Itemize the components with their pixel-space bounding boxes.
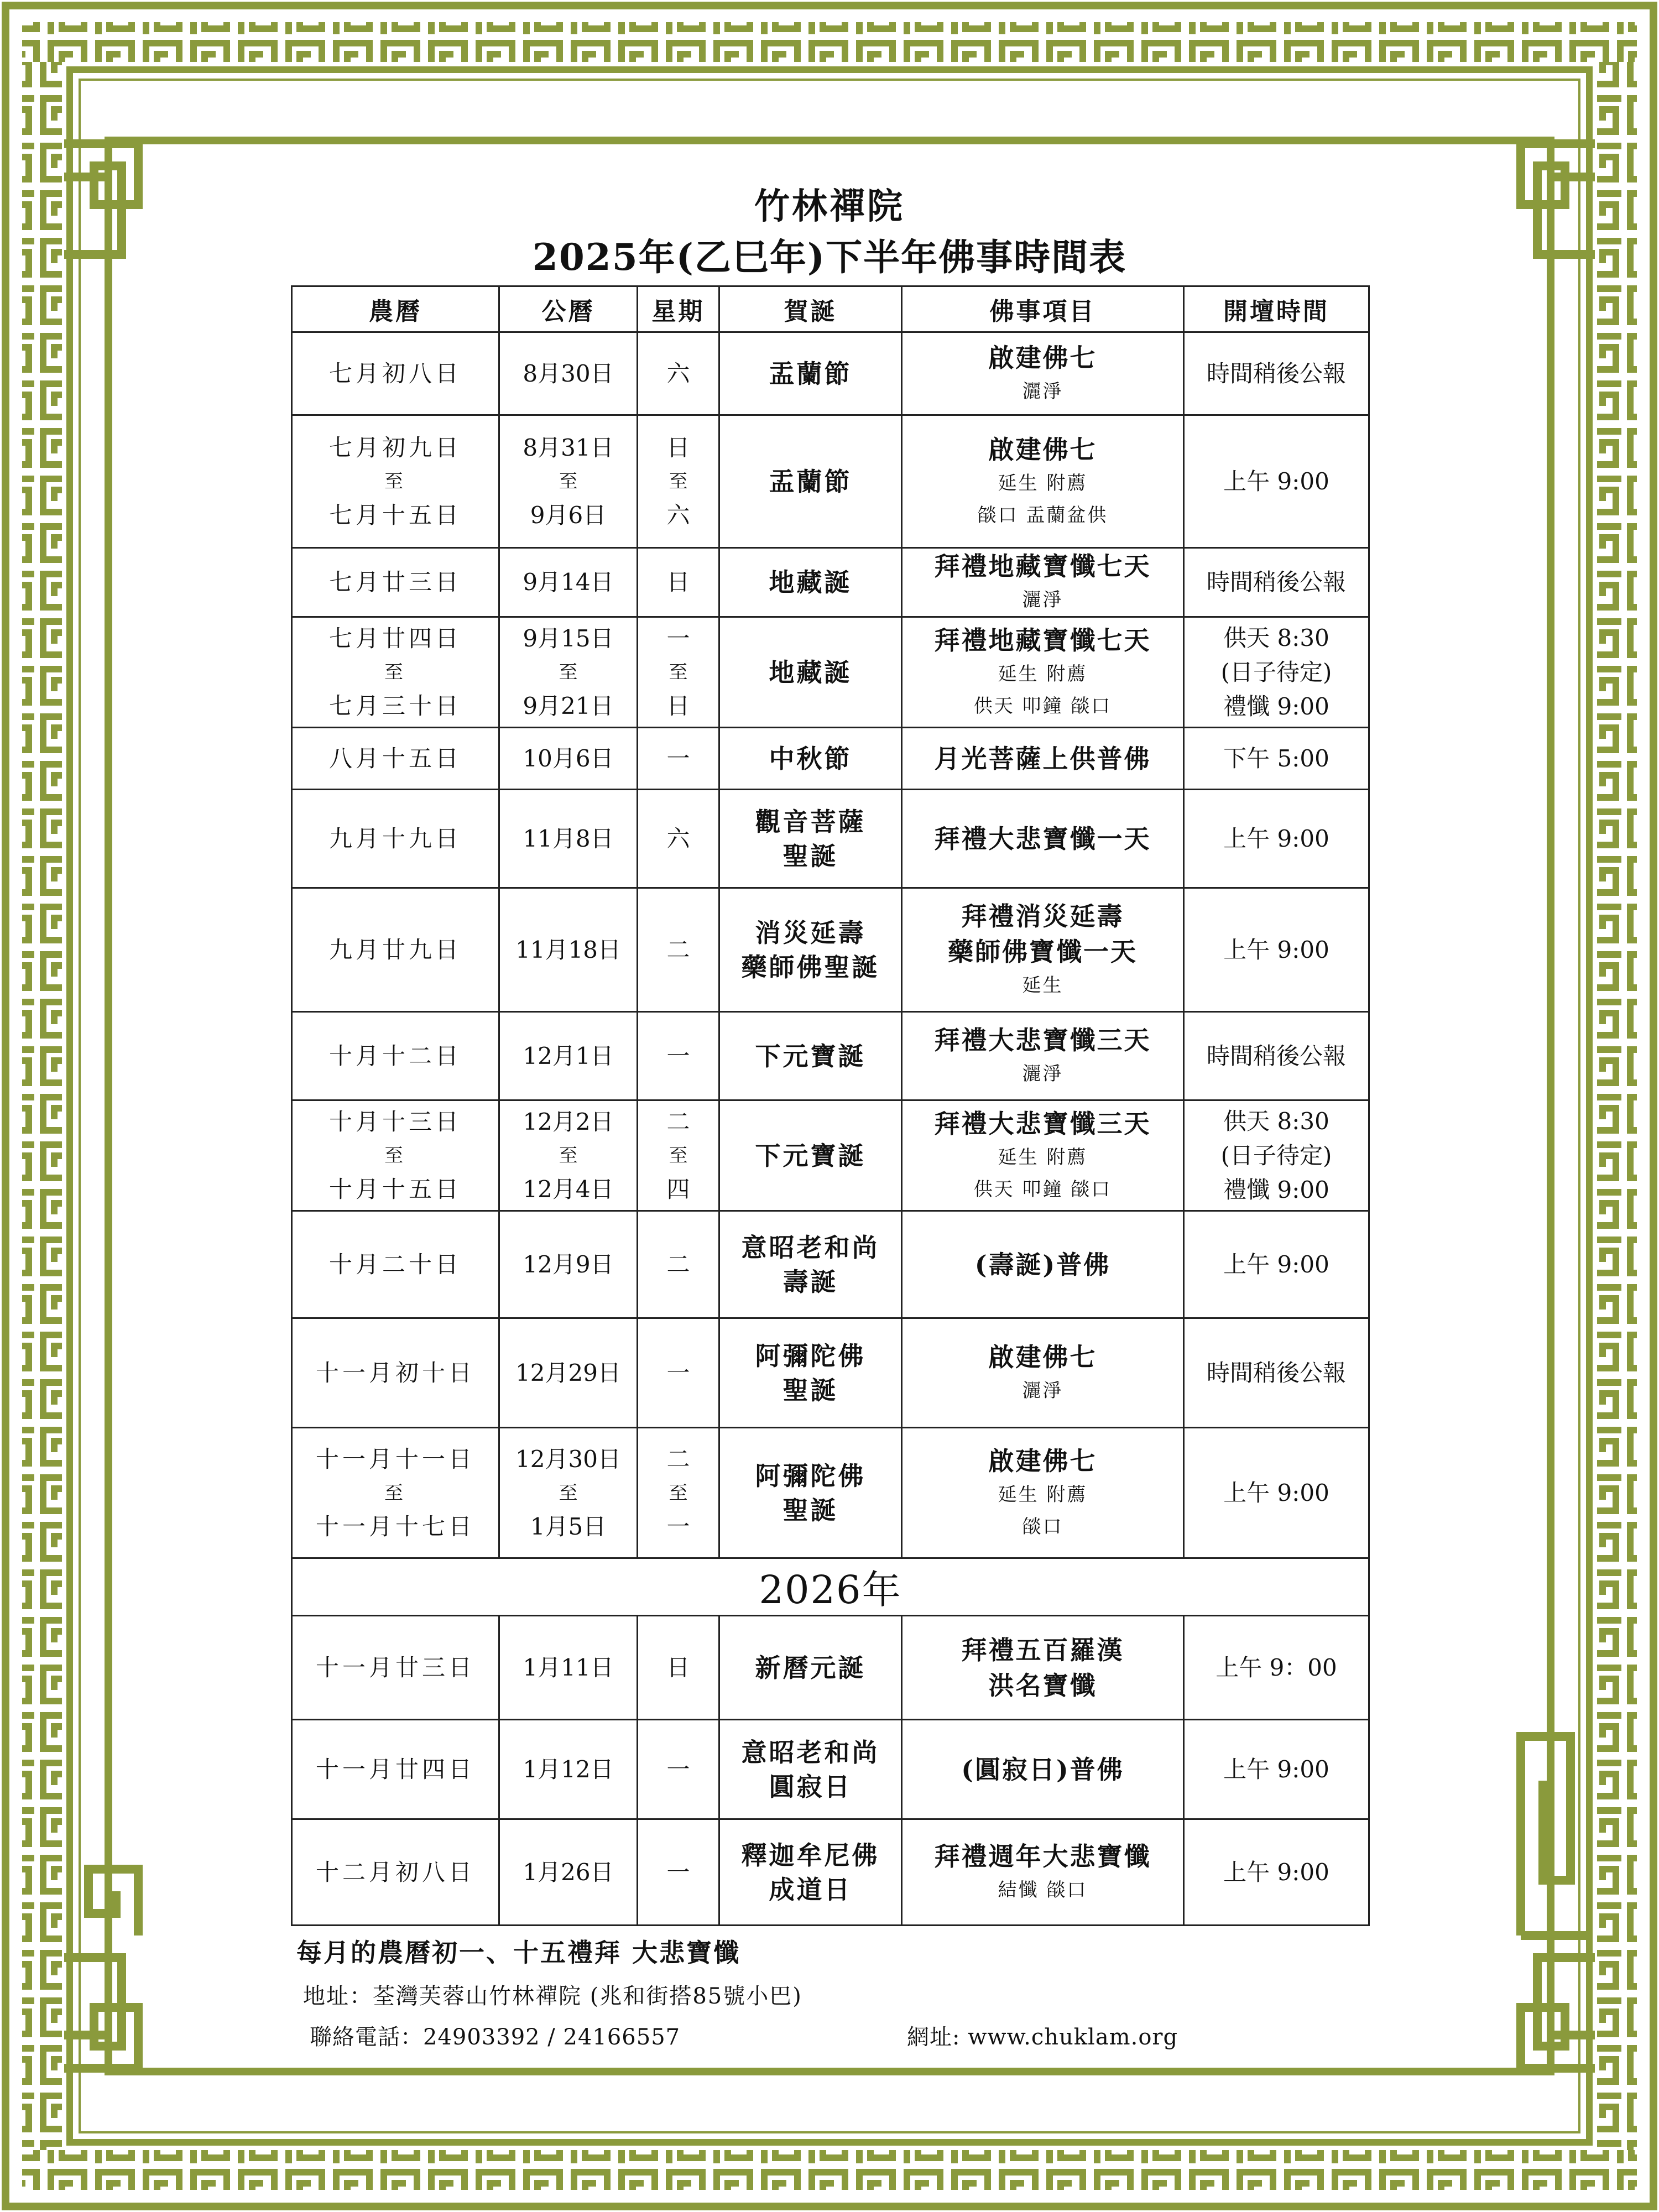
festival-cell	[719, 790, 902, 888]
table-row	[292, 1428, 1369, 1558]
event-cell	[902, 548, 1184, 617]
table-row	[292, 548, 1369, 617]
solar-date-cell	[499, 1720, 638, 1819]
cell-line: 日	[666, 434, 690, 461]
col-header-event: 佛事項目	[902, 286, 1184, 332]
weekday-cell	[638, 1819, 719, 1926]
lunar-date-cell	[292, 415, 499, 548]
cell-line: 七月廿三日	[328, 568, 462, 596]
event-cell	[902, 1211, 1184, 1318]
cell-line: 十一月廿三日	[315, 1653, 475, 1681]
festival-cell	[719, 1012, 902, 1100]
weekday-cell	[638, 1012, 719, 1100]
cell-line: 七月十五日	[328, 501, 462, 529]
cell-line: 二	[666, 936, 690, 963]
event-main-line: (壽誕)普佛	[974, 1249, 1111, 1280]
weekday-cell	[638, 332, 719, 415]
start-time-cell	[1184, 415, 1369, 548]
weekday-cell	[638, 888, 719, 1012]
cell-line: 禮懺 9:00	[1223, 692, 1329, 720]
event-sub-line: 結懺 燄口	[998, 1879, 1088, 1901]
cell-line: 日	[666, 1653, 690, 1681]
event-main-line: 啟建佛七	[988, 1342, 1097, 1372]
cell-line: 至	[384, 1144, 406, 1167]
weekday-cell	[638, 728, 719, 790]
cell-line: 1月11日	[523, 1653, 614, 1681]
cell-line: 聖誕	[782, 1375, 838, 1405]
weekday-cell	[638, 548, 719, 617]
solar-date-cell	[499, 790, 638, 888]
event-main-line: 啟建佛七	[988, 1446, 1097, 1476]
col-header-time: 開壇時間	[1184, 286, 1369, 332]
festival-cell	[719, 1428, 902, 1558]
cell-line: 上午 9:00	[1223, 825, 1329, 852]
start-time-cell	[1184, 1318, 1369, 1428]
event-cell	[902, 1428, 1184, 1558]
start-time-cell	[1184, 1428, 1369, 1558]
cell-line: 上午 9:00	[1223, 1250, 1329, 1278]
event-sub-line: 燄口 盂蘭盆供	[977, 504, 1108, 526]
lunar-date-cell	[292, 1100, 499, 1211]
event-cell	[902, 617, 1184, 728]
solar-date-cell	[499, 1428, 638, 1558]
cell-line: 12月30日	[515, 1445, 621, 1473]
cell-line: 十月十二日	[328, 1042, 462, 1070]
col-header-solar: 公曆	[499, 286, 638, 332]
lunar-date-cell	[292, 332, 499, 415]
weekday-cell	[638, 1428, 719, 1558]
lunar-date-cell	[292, 1720, 499, 1819]
cell-line: 下元寶誕	[755, 1140, 866, 1171]
monthly-note: 每月的農曆初一、十五禮拜 大悲寶懺	[296, 1938, 741, 1968]
lunar-date-cell	[292, 1318, 499, 1428]
cell-line: 時間稍後公報	[1206, 1359, 1346, 1386]
cell-line: 禮懺 9:00	[1223, 1176, 1329, 1203]
event-cell	[902, 1318, 1184, 1428]
weekday-cell	[638, 1211, 719, 1318]
cell-line: 時間稍後公報	[1206, 359, 1346, 387]
weekday-cell	[638, 1616, 719, 1720]
cell-line: 七月初八日	[328, 359, 462, 387]
website-link[interactable]: 網址: www.chuklam.org	[907, 2025, 1178, 2050]
cell-line: 十一月十七日	[315, 1512, 475, 1540]
festival-cell	[719, 415, 902, 548]
table-row	[292, 1100, 1369, 1211]
event-main-line: 啟建佛七	[988, 342, 1097, 373]
event-sub-line: 灑淨	[1022, 1379, 1063, 1402]
event-sub-line: 延生 附薦	[998, 1146, 1088, 1168]
cell-line: 12月4日	[523, 1175, 614, 1203]
cell-line: 日	[666, 568, 690, 596]
event-cell	[902, 1616, 1184, 1720]
solar-date-cell	[499, 1012, 638, 1100]
festival-cell	[719, 1616, 902, 1720]
event-main-line: 拜禮大悲寶懺三天	[934, 1108, 1151, 1139]
cell-line: 九月十九日	[328, 825, 462, 852]
cell-line: 中秋節	[769, 743, 852, 774]
cell-line: 壽誕	[782, 1266, 838, 1297]
cell-line: 至	[669, 1144, 688, 1167]
cell-line: 至	[384, 661, 406, 684]
festival-cell	[719, 1318, 902, 1428]
cell-line: 1月12日	[523, 1755, 614, 1783]
cell-line: 十月十五日	[328, 1175, 462, 1203]
cell-line: 1月5日	[530, 1512, 607, 1540]
start-time-cell	[1184, 728, 1369, 790]
cell-line: 至	[559, 1144, 578, 1167]
cell-line: 上午 9:00	[1223, 1858, 1329, 1886]
table-row	[292, 1318, 1369, 1428]
event-main-line: 拜禮週年大悲寶懺	[934, 1841, 1151, 1871]
weekday-cell	[638, 1100, 719, 1211]
cell-line: 至	[384, 470, 406, 493]
cell-line: 意昭老和尚	[741, 1737, 880, 1767]
cell-line: 上午 9:00	[1223, 467, 1329, 495]
table-row	[292, 728, 1369, 790]
event-main-line: 拜禮大悲寶懺三天	[934, 1025, 1151, 1055]
cell-line: 四	[666, 1175, 690, 1203]
event-cell	[902, 790, 1184, 888]
cell-line: 9月14日	[523, 568, 614, 596]
cell-line: 地藏誕	[769, 567, 852, 597]
event-main-line: 拜禮消災延壽	[961, 901, 1124, 931]
lunar-date-cell	[292, 1012, 499, 1100]
weekday-cell	[638, 415, 719, 548]
cell-line: 阿彌陀佛	[755, 1340, 866, 1371]
table-row	[292, 888, 1369, 1012]
start-time-cell	[1184, 888, 1369, 1012]
event-cell	[902, 1100, 1184, 1211]
start-time-cell	[1184, 790, 1369, 888]
festival-cell	[719, 332, 902, 415]
cell-line: 至	[669, 1481, 688, 1504]
festival-cell	[719, 617, 902, 728]
cell-line: 至	[669, 470, 688, 493]
cell-line: 觀音菩薩	[755, 806, 866, 837]
year-divider: 2026年	[292, 1558, 1369, 1616]
cell-line: 11月8日	[523, 825, 614, 852]
cell-line: 釋迦牟尼佛	[741, 1840, 880, 1870]
event-cell	[902, 1012, 1184, 1100]
festival-cell	[719, 1720, 902, 1819]
event-cell	[902, 332, 1184, 415]
cell-line: 至	[559, 661, 578, 684]
cell-line: 8月31日	[523, 434, 614, 461]
year-divider-row	[292, 1558, 1369, 1616]
event-main-line: (圓寂日)普佛	[961, 1754, 1124, 1785]
event-sub-line: 灑淨	[1022, 1062, 1063, 1085]
start-time-cell	[1184, 1211, 1369, 1318]
cell-line: 一	[666, 1359, 690, 1386]
cell-line: 11月18日	[515, 936, 621, 963]
event-cell	[902, 888, 1184, 1012]
table-row	[292, 415, 1369, 548]
monastery-name: 竹林禪院	[754, 186, 905, 227]
cell-line: 一	[666, 1042, 690, 1070]
start-time-cell	[1184, 1100, 1369, 1211]
lunar-date-cell	[292, 548, 499, 617]
cell-line: 下午 5:00	[1223, 744, 1329, 772]
table-row	[292, 1616, 1369, 1720]
event-cell	[902, 728, 1184, 790]
cell-line: 上午 9：00	[1215, 1653, 1337, 1681]
cell-line: 一	[666, 1858, 690, 1886]
cell-line: 盂蘭節	[769, 466, 852, 497]
start-time-cell	[1184, 1819, 1369, 1926]
cell-line: 二	[666, 1250, 690, 1278]
weekday-cell	[638, 790, 719, 888]
event-sub-line: 延生 附薦	[998, 662, 1088, 685]
weekday-cell	[638, 1720, 719, 1819]
festival-cell	[719, 888, 902, 1012]
cell-line: 9月6日	[530, 501, 607, 529]
cell-line: 意昭老和尚	[741, 1232, 880, 1262]
phone: 聯絡電話：24903392 / 24166557	[310, 2025, 681, 2050]
cell-line: 六	[666, 359, 690, 387]
cell-line: 十一月十一日	[315, 1445, 475, 1473]
cell-line: 圓寂日	[769, 1771, 852, 1802]
event-sub-line: 灑淨	[1022, 380, 1063, 403]
cell-line: 六	[666, 501, 690, 529]
table-row	[292, 790, 1369, 888]
solar-date-cell	[499, 1616, 638, 1720]
table-row	[292, 1012, 1369, 1100]
cell-line: 一	[666, 744, 690, 772]
solar-date-cell	[499, 1100, 638, 1211]
cell-line: 二	[666, 1445, 690, 1473]
table-row	[292, 1211, 1369, 1318]
col-header-weekday: 星期	[638, 286, 719, 332]
start-time-cell	[1184, 332, 1369, 415]
cell-line: 十二月初八日	[315, 1858, 475, 1886]
cell-line: 時間稍後公報	[1206, 568, 1346, 596]
cell-line: 9月21日	[523, 692, 614, 719]
solar-date-cell	[499, 1211, 638, 1318]
cell-line: 一	[666, 1755, 690, 1783]
table-header-row	[292, 286, 1369, 332]
event-main-line: 月光菩薩上供普佛	[934, 743, 1151, 774]
cell-line: 供天 8:30	[1223, 624, 1329, 651]
address: 地址：荃灣芙蓉山竹林禪院 (兆和街搭85號小巴)	[303, 1984, 802, 2009]
lunar-date-cell	[292, 617, 499, 728]
event-sub-line: 供天 叩鐘 燄口	[973, 695, 1112, 717]
event-cell	[902, 1720, 1184, 1819]
festival-cell	[719, 1819, 902, 1926]
solar-date-cell	[499, 728, 638, 790]
table-row	[292, 332, 1369, 415]
cell-line: 七月廿四日	[328, 624, 462, 652]
col-header-lunar: 農曆	[292, 286, 499, 332]
event-cell	[902, 415, 1184, 548]
cell-line: 下元寶誕	[755, 1041, 866, 1071]
lunar-date-cell	[292, 888, 499, 1012]
cell-line: 成道日	[769, 1874, 852, 1905]
lunar-date-cell	[292, 1428, 499, 1558]
cell-line: 至	[559, 470, 578, 493]
table-row	[292, 1819, 1369, 1926]
cell-line: 1月26日	[523, 1858, 614, 1886]
lunar-date-cell	[292, 790, 499, 888]
event-main-line: 拜禮地藏寶懺七天	[934, 625, 1151, 655]
lunar-date-cell	[292, 1819, 499, 1926]
start-time-cell	[1184, 548, 1369, 617]
event-sub-line: 延生	[1022, 974, 1063, 997]
start-time-cell	[1184, 1012, 1369, 1100]
cell-line: 十一月廿四日	[315, 1755, 475, 1783]
cell-line: 地藏誕	[769, 657, 852, 687]
cell-line: 上午 9:00	[1223, 936, 1329, 963]
event-main-line: 拜禮五百羅漢	[961, 1635, 1124, 1665]
event-main-line: 洪名寶懺	[988, 1670, 1097, 1700]
cell-line: 12月29日	[515, 1359, 621, 1386]
start-time-cell	[1184, 1616, 1369, 1720]
cell-line: 十月二十日	[328, 1250, 462, 1278]
solar-date-cell	[499, 617, 638, 728]
cell-line: 12月9日	[523, 1250, 614, 1278]
solar-date-cell	[499, 415, 638, 548]
cell-line: 聖誕	[782, 841, 838, 871]
event-main-line: 啟建佛七	[988, 434, 1097, 465]
event-sub-line: 燄口	[1022, 1515, 1063, 1538]
event-cell	[902, 1819, 1184, 1926]
cell-line: 十月十三日	[328, 1108, 462, 1135]
cell-line: 阿彌陀佛	[755, 1460, 866, 1491]
solar-date-cell	[499, 332, 638, 415]
cell-line: 10月6日	[523, 744, 614, 772]
festival-cell	[719, 548, 902, 617]
lunar-date-cell	[292, 728, 499, 790]
cell-line: (日子待定)	[1220, 1141, 1332, 1169]
festival-cell	[719, 1100, 902, 1211]
cell-line: 八月十五日	[328, 744, 462, 772]
cell-line: 至	[384, 1481, 406, 1504]
cell-line: (日子待定)	[1220, 658, 1332, 686]
event-main-line: 拜禮地藏寶懺七天	[934, 551, 1151, 581]
schedule-table	[291, 285, 1370, 1926]
start-time-cell	[1184, 1720, 1369, 1819]
cell-line: 9月15日	[523, 624, 614, 652]
cell-line: 一	[666, 1512, 690, 1540]
solar-date-cell	[499, 548, 638, 617]
cell-line: 消災延壽	[755, 917, 866, 948]
cell-line: 至	[559, 1481, 578, 1504]
cell-line: 至	[669, 661, 688, 684]
cell-line: 8月30日	[523, 359, 614, 387]
festival-cell	[719, 728, 902, 790]
schedule-title: 2025年(乙巳年)下半年佛事時間表	[532, 236, 1127, 279]
cell-line: 聖誕	[782, 1495, 838, 1525]
lunar-date-cell	[292, 1211, 499, 1318]
cell-line: 七月初九日	[328, 434, 462, 461]
cell-line: 上午 9:00	[1223, 1755, 1329, 1783]
event-sub-line: 延生 附薦	[998, 1483, 1088, 1506]
cell-line: 12月2日	[523, 1108, 614, 1135]
event-sub-line: 灑淨	[1022, 589, 1063, 611]
cell-line: 藥師佛聖誕	[741, 952, 880, 982]
weekday-cell	[638, 1318, 719, 1428]
festival-cell	[719, 1211, 902, 1318]
cell-line: 日	[666, 692, 690, 719]
cell-line: 上午 9:00	[1223, 1479, 1329, 1506]
table-row	[292, 1720, 1369, 1819]
weekday-cell	[638, 617, 719, 728]
cell-line: 新曆元誕	[755, 1652, 866, 1683]
cell-line: 供天 8:30	[1223, 1107, 1329, 1135]
solar-date-cell	[499, 1819, 638, 1926]
event-main-line: 拜禮大悲寶懺一天	[934, 823, 1151, 854]
event-sub-line: 供天 叩鐘 燄口	[973, 1178, 1112, 1201]
cell-line: 一	[666, 624, 690, 652]
lunar-date-cell	[292, 1616, 499, 1720]
cell-line: 時間稍後公報	[1206, 1042, 1346, 1070]
cell-line: 十一月初十日	[315, 1359, 475, 1386]
event-sub-line: 延生 附薦	[998, 472, 1088, 494]
col-header-festival: 賀誕	[719, 286, 902, 332]
table-row	[292, 617, 1369, 728]
solar-date-cell	[499, 888, 638, 1012]
cell-line: 七月三十日	[328, 692, 462, 719]
event-main-line: 藥師佛寶懺一天	[948, 936, 1138, 967]
start-time-cell	[1184, 617, 1369, 728]
cell-line: 盂蘭節	[769, 358, 852, 389]
cell-line: 六	[666, 825, 690, 852]
cell-line: 二	[666, 1108, 690, 1135]
cell-line: 九月廿九日	[328, 936, 462, 963]
cell-line: 12月1日	[523, 1042, 614, 1070]
solar-date-cell	[499, 1318, 638, 1428]
